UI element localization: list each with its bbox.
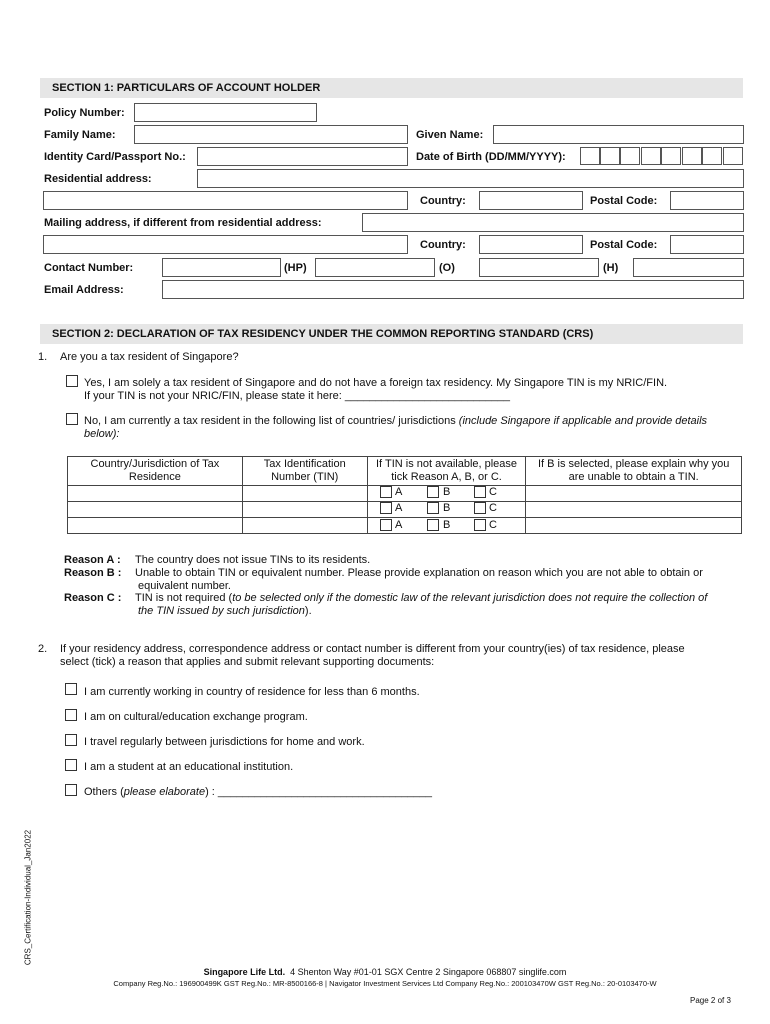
contact-home-input-2[interactable] <box>633 258 744 277</box>
q2-number: 2. <box>38 643 48 655</box>
family-name-input[interactable] <box>134 125 408 144</box>
q2-text: If your residency address, correspondence address or contact number is different from your country(ies) of tax residence, please <box>60 643 685 655</box>
residential-address-input[interactable] <box>197 169 744 188</box>
col-tin: Tax Identification Number (TIN) <box>242 457 367 486</box>
postal-code-input[interactable] <box>670 191 744 210</box>
reason-a-letter: A <box>395 502 403 514</box>
q2-text-2: select (tick) a reason that applies and submit relevant supporting documents: <box>60 656 435 668</box>
id-passport-input[interactable] <box>197 147 408 166</box>
reason-a-text: The country does not issue TINs to its residents. <box>135 554 371 566</box>
no-checkbox[interactable] <box>66 413 78 425</box>
reason-c-letter: C <box>489 519 497 531</box>
email-input[interactable] <box>162 280 744 299</box>
family-name-label: Family Name: <box>44 129 116 141</box>
mailing-country-input[interactable] <box>479 235 583 254</box>
others-text: Others (please elaborate) : ___________________________________ <box>84 786 433 798</box>
reason-c-label: Reason C : <box>64 592 122 604</box>
no-option-text: No, I am currently a tax resident in the following list of countries/ jurisdictions (include Singapore if applicable and provide details <box>84 415 708 427</box>
reason-c-text-2: the TIN issued by such jurisdiction). <box>138 605 312 617</box>
given-name-input[interactable] <box>493 125 744 144</box>
table-row <box>68 518 742 534</box>
table-row <box>68 502 742 518</box>
table-row <box>68 486 742 502</box>
explain-cell[interactable] <box>526 518 742 534</box>
reason-c-letter: C <box>489 486 497 498</box>
tin-cell[interactable] <box>242 518 367 534</box>
others-checkbox[interactable] <box>65 784 77 796</box>
residential-address-label: Residential address: <box>44 173 152 185</box>
contact-home-input[interactable] <box>479 258 599 277</box>
given-name-label: Given Name: <box>416 129 484 141</box>
mailing-address-input[interactable] <box>362 213 744 232</box>
q2-option-text: I am a student at an educational institution. <box>84 761 294 773</box>
reason-a-label: Reason A : <box>64 554 121 566</box>
country-cell[interactable] <box>68 518 243 534</box>
reason-a-checkbox[interactable] <box>380 519 392 531</box>
reason-b-letter: B <box>443 502 451 514</box>
policy-number-input[interactable] <box>134 103 317 122</box>
tin-cell[interactable] <box>242 486 367 502</box>
contact-number-label: Contact Number: <box>44 262 134 274</box>
reason-c-checkbox[interactable] <box>474 486 486 498</box>
footer-registration: Company Reg.No.: 196900499K GST Reg.No.: MR-8500166-8 | Navigator Investment Services Ltd Company Reg.No.: 200103470W GST Reg.No.: 20-0103470-W <box>113 979 657 988</box>
mailing-address-input-2[interactable] <box>43 235 408 254</box>
hp-label: (HP) <box>284 262 307 274</box>
section1-title: SECTION 1: PARTICULARS OF ACCOUNT HOLDER <box>40 78 743 98</box>
reason-a-checkbox[interactable] <box>380 486 392 498</box>
reason-b-checkbox[interactable] <box>427 502 439 514</box>
no-option-text-2: below): <box>84 428 120 440</box>
reason-a-checkbox[interactable] <box>380 502 392 514</box>
country-input[interactable] <box>479 191 583 210</box>
email-label: Email Address: <box>44 284 124 296</box>
contact-office-input[interactable] <box>315 258 435 277</box>
col-explain: If B is selected, please explain why you are unable to obtain a TIN. <box>526 457 742 486</box>
mailing-country-label: Country: <box>420 239 466 251</box>
q2-option-text: I am on cultural/education exchange program. <box>84 711 308 723</box>
explain-cell[interactable] <box>526 502 742 518</box>
office-label: (O) <box>439 262 455 274</box>
page-number: Page 2 of 3 <box>690 996 731 1005</box>
q2-option-checkbox[interactable] <box>65 734 77 746</box>
yes-option-text: Yes, I am solely a tax resident of Singapore and do not have a foreign tax residency. My Singapore TIN is my NRIC/FIN. <box>84 377 668 389</box>
reason-b-text: Unable to obtain TIN or equivalent number. Please provide explanation on reason which you are not able to obtain or <box>135 567 703 579</box>
reason-a-letter: A <box>395 519 403 531</box>
yes-checkbox[interactable] <box>66 375 78 387</box>
reason-b-label: Reason B : <box>64 567 122 579</box>
explain-cell[interactable] <box>526 486 742 502</box>
q2-option-checkbox[interactable] <box>65 759 77 771</box>
reason-c-text: TIN is not required (to be selected only if the domestic law of the relevant jurisdiction does not require the collection of <box>135 592 708 604</box>
country-label: Country: <box>420 195 466 207</box>
home-label: (H) <box>603 262 619 274</box>
mailing-address-label: Mailing address, if different from residential address: <box>44 217 322 229</box>
q2-option-checkbox[interactable] <box>65 709 77 721</box>
q2-option-text: I am currently working in country of residence for less than 6 months. <box>84 686 420 698</box>
mailing-postal-code-input[interactable] <box>670 235 744 254</box>
q2-option-text: I travel regularly between jurisdictions for home and work. <box>84 736 365 748</box>
footer-company-line: Singapore Life Ltd. 4 Shenton Way #01-01 SGX Centre 2 Singapore 068807 singlife.com <box>203 967 567 977</box>
reason-b-letter: B <box>443 519 451 531</box>
section2-title: SECTION 2: DECLARATION OF TAX RESIDENCY UNDER THE COMMON REPORTING STANDARD (CRS) <box>40 324 743 344</box>
yes-option-tin-text: If your TIN is not your NRIC/FIN, please state it here: ___________________________ <box>84 390 511 402</box>
country-cell[interactable] <box>68 502 243 518</box>
col-country: Country/Jurisdiction of Tax Residence <box>68 457 243 486</box>
residential-address-input-2[interactable] <box>43 191 408 210</box>
policy-number-label: Policy Number: <box>44 107 125 119</box>
reason-b-checkbox[interactable] <box>427 486 439 498</box>
reason-b-text-2: equivalent number. <box>138 580 231 592</box>
col-reason: If TIN is not available, please tick Reason A, B, or C. <box>367 457 526 486</box>
dob-label: Date of Birth (DD/MM/YYYY): <box>416 151 566 163</box>
reason-c-letter: C <box>489 502 497 514</box>
id-passport-label: Identity Card/Passport No.: <box>44 151 186 163</box>
reason-c-checkbox[interactable] <box>474 502 486 514</box>
reason-a-letter: A <box>395 486 403 498</box>
reason-b-letter: B <box>443 486 451 498</box>
q1-number: 1. <box>38 351 48 363</box>
contact-hp-input[interactable] <box>162 258 281 277</box>
tax-residency-table <box>67 456 742 534</box>
form-code: CRS_Certification-Individual_Jan2022 <box>23 829 33 966</box>
postal-code-label: Postal Code: <box>590 195 658 207</box>
reason-b-checkbox[interactable] <box>427 519 439 531</box>
mailing-postal-code-label: Postal Code: <box>590 239 658 251</box>
country-cell[interactable] <box>68 486 243 502</box>
q2-option-checkbox[interactable] <box>65 683 77 695</box>
tin-cell[interactable] <box>242 502 367 518</box>
reason-c-checkbox[interactable] <box>474 519 486 531</box>
q1-text: Are you a tax resident of Singapore? <box>60 351 239 363</box>
